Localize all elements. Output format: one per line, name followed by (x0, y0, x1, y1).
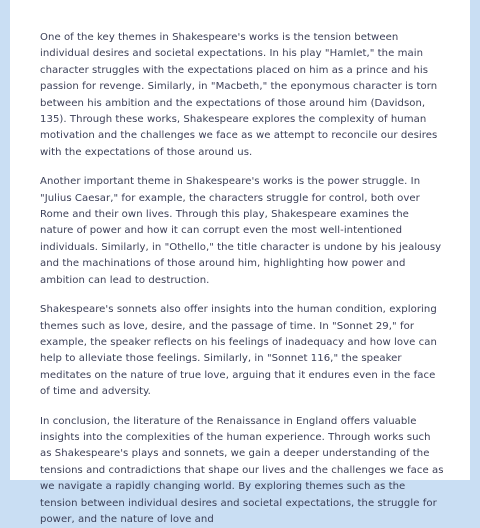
paragraph-sonnets: Shakespeare's sonnets also offer insights into the human condition, exploring themes such as love, desire, and the passage of time. In "Sonnet 29," for example, the speaker reflects on his feelings of inadequacy and how love can help to alleviate those feelings. Similarly, in "Sonnet 116," the speaker meditates on the nature of true love, arguing that it endures even in the face of time and adversity. (40, 304, 437, 398)
paragraph-hamlet-macbeth: One of the key themes in Shakespeare's works is the tension between individual desires and societal expectations. In his play "Hamlet," the main character struggles with the expectations placed on him as a prince and his passion for revenge. Similarly, in "Macbeth," the eponymous character is torn between his ambition and the expectations of those around him (Davidson, 135). Through these works, Shakespeare explores the complexity of human motivation and the challenges we face as we attempt to reconcile our desires with the expectations of those around us. (40, 32, 438, 158)
paragraph-conclusion: In conclusion, the literature of the Renaissance in England offers valuable insights into the complexities of the human experience. Through works such as Shakespeare's plays and sonnets, we gain a deeper understanding of the tensions and contradictions that shape our lives and the challenges we face as we navigate a rapidly changing world. By exploring themes such as the tension between individual desires and societal expectations, the struggle for power, and the nature of love and (40, 415, 444, 525)
document-page (10, 0, 470, 525)
paragraph-power-struggle: Another important theme in Shakespeare's works is the power struggle. In "Julius Caesar," for example, the characters struggle for control, both over Rome and their own lives. Through this play, Shakespeare examines the nature of power and how it can corrupt even the most well-intentioned individuals. Similarly, in "Othello," the title character is undone by his jealousy and the machinations of those around him, highlighting how power and ambition can lead to destruction. (40, 176, 442, 286)
